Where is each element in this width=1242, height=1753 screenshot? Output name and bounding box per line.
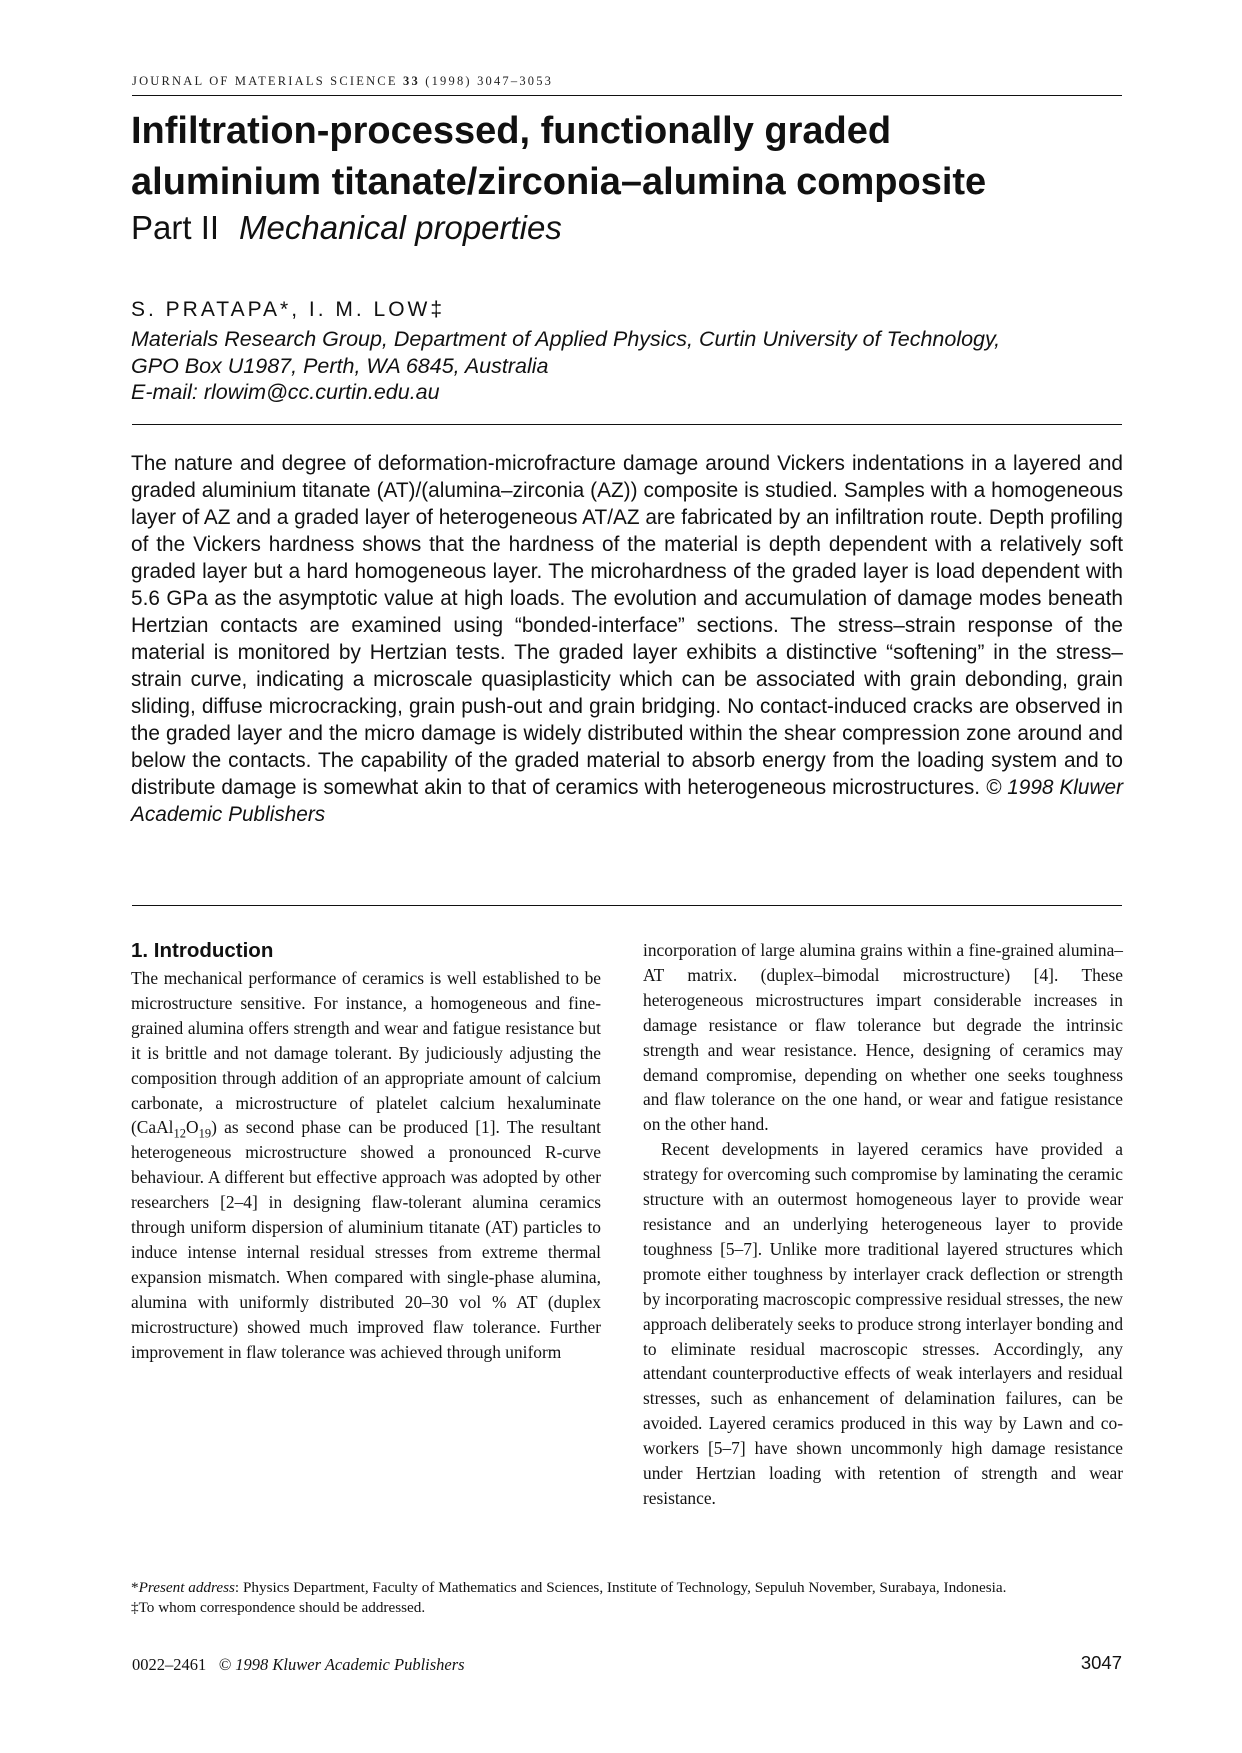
section-heading-introduction: 1. Introduction bbox=[131, 939, 274, 962]
journal-year-pages: (1998) 3047–3053 bbox=[425, 74, 554, 88]
footnote-correspondence: ‡To whom correspondence should be addressed. bbox=[131, 1599, 426, 1616]
abstract-copyright: © 1998 Kluwer Academic Publishers bbox=[131, 776, 1123, 826]
title-line-2: aluminium titanate/zirconia–alumina composite bbox=[131, 161, 987, 203]
footer-copyright: © 1998 Kluwer Academic Publishers bbox=[218, 1655, 465, 1674]
footnote-present-address: *Present address: Physics Department, Faculty of Mathematics and Sciences, Institute of Technology, Sepuluh November, Surabaya, Indonesia. bbox=[131, 1579, 1007, 1596]
footnotes bbox=[131, 1578, 1123, 1618]
abstract-text: The nature and degree of deformation-microfracture damage around Vickers indentations in a layered and graded aluminium titanate (AT)/(alumina–zirconia (AZ)) composite is studied. Samples with a homogeneous layer of AZ and a graded layer of heterogeneous AT/AZ are fabricated by an infiltration route. Depth profiling of the Vickers hardness shows that the hardness of the material is depth dependent with a relatively soft graded layer but a hard homogeneous layer. The microhardness of the graded layer is load dependent with 5.6 GPa as the asymptotic value at high loads. The evolution and accumulation of damage modes beneath Hertzian contacts are examined using “bonded-interface” sections. The stress–strain response of the material is monitored by Hertzian tests. The graded layer exhibits a distinctive “softening” in the stress–strain curve, indicating a microscale quasiplasticity which can be associated with grain debonding, grain sliding, diffuse microcracking, grain push-out and grain bridging. No contact-induced cracks are observed in the graded layer and the micro damage is widely distributed within the shear compression zone around and below the contacts. The capability of the graded material to absorb energy from the loading system and to distribute damage is somewhat akin to that of ceramics with heterogeneous microstructures. bbox=[131, 452, 1123, 799]
affiliation-line-2: GPO Box U1987, Perth, WA 6845, Australia bbox=[131, 353, 549, 378]
abstract-top-rule bbox=[132, 424, 1122, 425]
journal-volume: 33 bbox=[403, 74, 420, 88]
abstract bbox=[131, 450, 1123, 828]
author-affiliation bbox=[131, 326, 1131, 406]
subtitle-part: Part II bbox=[131, 209, 220, 246]
journal-header bbox=[132, 74, 1122, 96]
footer-issn-number: 0022–2461 bbox=[132, 1655, 207, 1674]
column-left bbox=[131, 938, 601, 1365]
journal-name: JOURNAL OF MATERIALS SCIENCE bbox=[132, 74, 398, 88]
introduction-paragraph-1: The mechanical performance of ceramics is well established to be microstructure sensitive. For instance, a homogeneous and fine-grained alumina offers strength and wear and fatigue resistance but it is brittle and not damage tolerant. By judiciously adjusting the composition through addition of an appropriate amount of calcium carbonate, a microstructure of platelet calcium hexaluminate $(CaAl_{12}O_{19})$ as second phase can be produced [1]. The resultant heterogeneous microstructure showed a pronounced R-curve behaviour. A different but effective approach was adopted by other researchers [2–4] in designing flaw-tolerant alumina ceramics through uniform dispersion of aluminium titanate (AT) particles to induce intense internal residual stresses from extreme thermal expansion mismatch. When compared with single-phase alumina, alumina with uniformly distributed 20–30 vol % AT (duplex microstructure) showed much improved flaw tolerance. Further improvement in flaw tolerance was achieved through uniform bbox=[131, 968, 601, 1362]
title-line-1: Infiltration-processed, functionally graded bbox=[131, 110, 892, 152]
paper-title bbox=[131, 106, 1131, 208]
introduction-paragraph-2: Recent developments in layered ceramics have provided a strategy for overcoming such compromise by laminating the ceramic structure with an outermost homogeneous layer to provide wear resistance and an underlying heterogeneous layer to provide toughness [5–7]. Unlike more traditional layered structures which promote either toughness by interlayer crack deflection or strength by incorporating macroscopic compressive residual stresses, the new approach deliberately seeks to produce strong interlayer bonding and to eliminate residual macroscopic stresses. Accordingly, any attendant counterproductive effects of weak interlayers and residual stresses, such as enhancement of delamination failures, can be avoided. Layered ceramics produced in this way by Lawn and co-workers [5–7] have shown uncommonly high damage resistance under Hertzian loading with retention of strength and wear resistance. bbox=[643, 1139, 1124, 1508]
introduction-paragraph-1-continued: incorporation of large alumina grains within a fine-grained alumina–AT matrix. (duplex–bimodal microstructure) [4]. These heterogeneous microstructures impart considerable increases in damage resistance or flaw tolerance but degrade the intrinsic strength and wear resistance. Hence, designing of ceramics may demand compromise, depending on whether one seeks toughness and flaw tolerance on the one hand, or wear and fatigue resistance on the other hand. bbox=[643, 940, 1123, 1135]
affiliation-email: E-mail: rlowim@cc.curtin.edu.au bbox=[131, 380, 440, 404]
affiliation-line-1: Materials Research Group, Department of Applied Physics, Curtin University of Technology, bbox=[131, 327, 1001, 351]
paper-subtitle bbox=[131, 208, 1131, 248]
author-list: S. PRATAPA*, I. M. LOW‡ bbox=[131, 298, 446, 321]
abstract-bottom-rule bbox=[132, 905, 1122, 906]
column-right bbox=[643, 938, 1123, 1511]
subtitle-text: Mechanical properties bbox=[239, 209, 562, 246]
page-number: 3047 bbox=[1080, 1652, 1122, 1673]
footer-issn bbox=[132, 1655, 465, 1675]
